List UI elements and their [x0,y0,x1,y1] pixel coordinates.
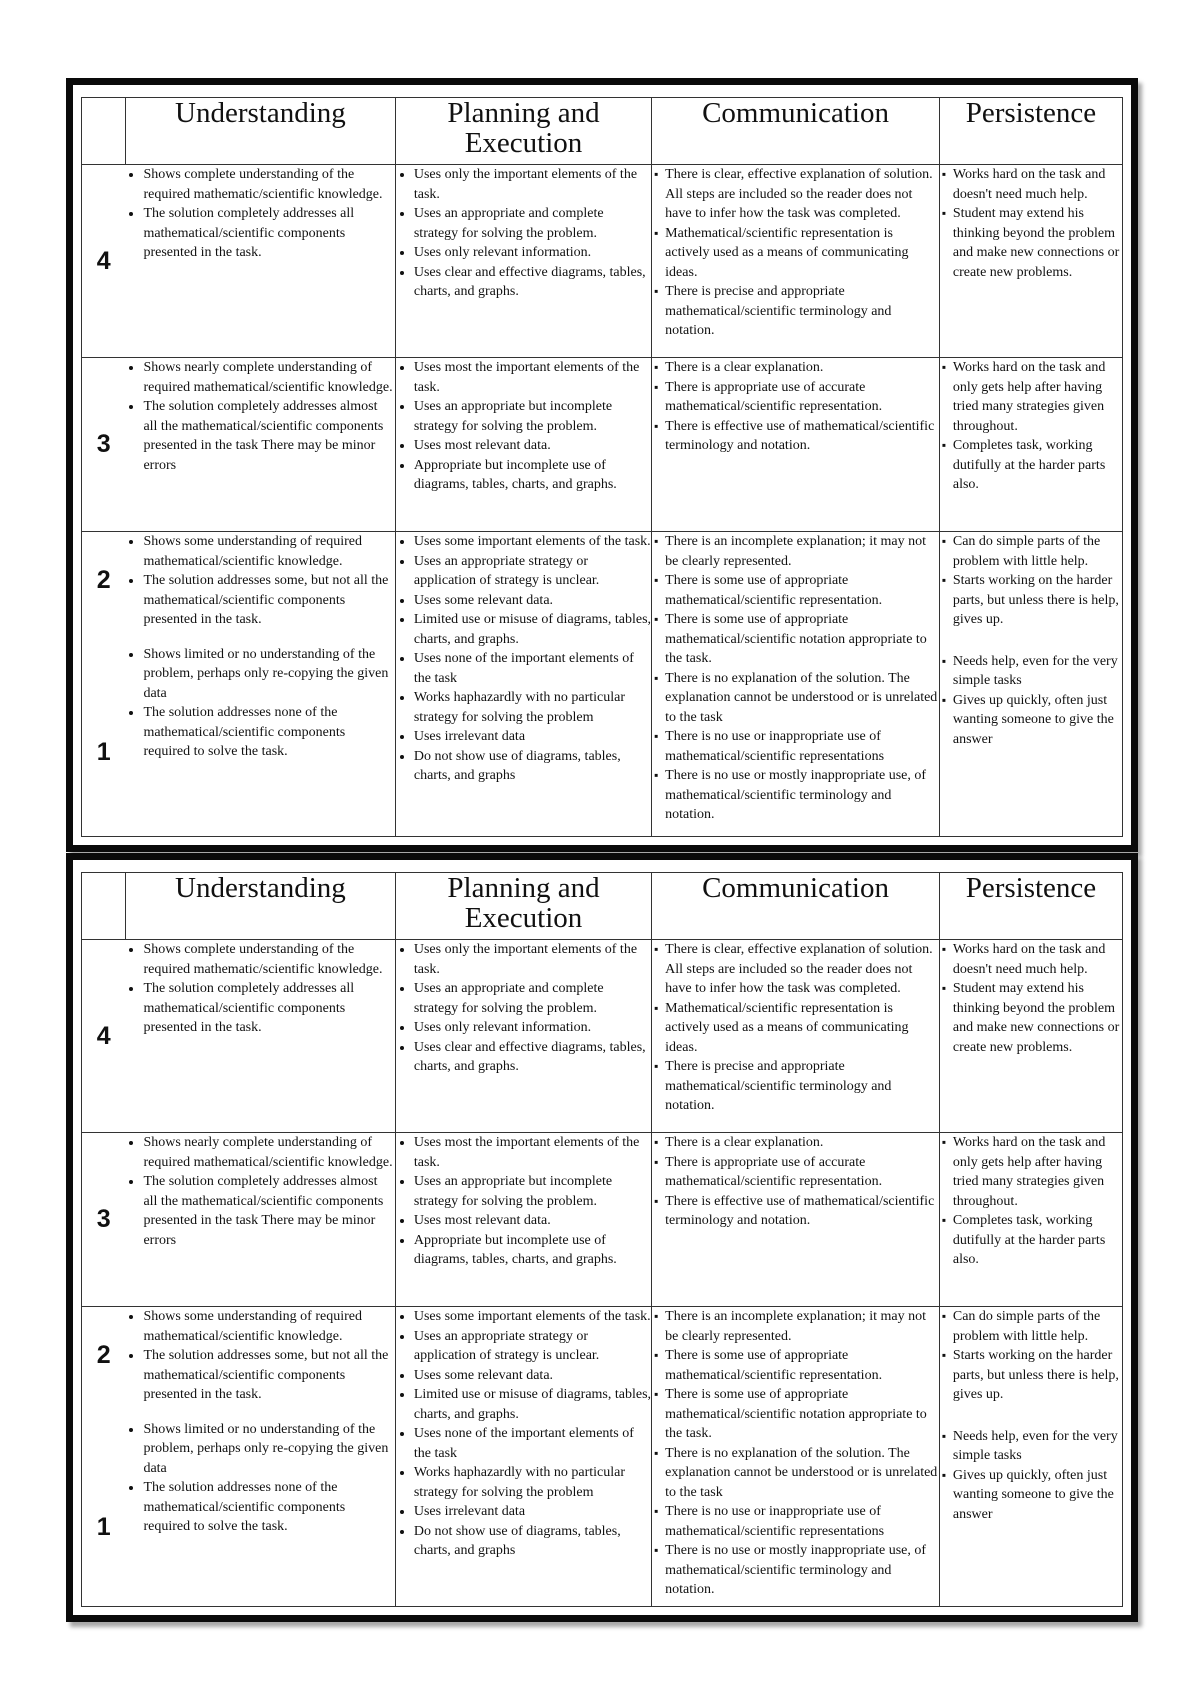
criterion-item: • The solution completely addresses all mathematical/scientific components presented in the task. [143,979,394,1038]
criterion-item: • Shows nearly complete understanding of required mathematical/scientific knowledge. [143,358,394,397]
criterion-item: • The solution completely addresses almost all the mathematical/scientific components presented in the task There may be minor errors [143,1172,394,1250]
criterion-item: ▪ There is a clear explanation. [665,358,939,378]
score-label-group [82,1307,126,1607]
criterion-item: ▪ There is no explanation of the solution. The explanation cannot be understood or is unrelated to the task [665,1444,939,1503]
header-communication: Communication [652,873,940,940]
header-understanding: Understanding [125,873,395,940]
criterion-item: • The solution completely addresses almost all the mathematical/scientific components presented in the task There may be minor errors [143,397,394,475]
row-score-3 [82,358,1123,532]
cell-communication [652,1307,940,1607]
cell-planning [395,165,651,358]
criterion-item: • Uses some important elements of the task. [414,1307,651,1327]
criterion-item: • Uses only relevant information. [414,1018,651,1038]
score-label-1: 1 [96,1513,111,1541]
row-score-2-1 [82,532,1123,837]
criterion-item: • Uses only relevant information. [414,243,651,263]
criterion-item: • Limited use or misuse of diagrams, tables, charts, and graphs. [414,1385,651,1424]
cell-understanding [125,358,395,532]
criterion-item: • The solution addresses some, but not all the mathematical/scientific components presented in the task. [143,1346,394,1405]
header-planning-text: Planning and Execution [447,872,600,935]
score-label: 3 [82,358,126,532]
criterion-item: • Uses none of the important elements of the task [414,1424,651,1463]
score-label-2: 2 [96,566,111,594]
criterion-item: ▪ Can do simple parts of the problem with little help. [953,532,1122,571]
row-score-4 [82,940,1123,1133]
criterion-item: ▪ There is some use of appropriate mathematical/scientific notation appropriate to the task. [665,1385,939,1444]
criterion-item: • Shows some understanding of required mathematical/scientific knowledge. [143,1307,394,1346]
criterion-item: • Shows limited or no understanding of the problem, perhaps only re-copying the given data [143,1420,394,1479]
criterion-item: • Appropriate but incomplete use of diagrams, tables, charts, and graphs. [414,1231,651,1270]
criterion-item: ▪ There is some use of appropriate mathematical/scientific representation. [665,1346,939,1385]
criterion-item: ▪ There is no explanation of the solution. The explanation cannot be understood or is unrelated to the task [665,669,939,728]
row-score-4 [82,165,1123,358]
criterion-item: ▪ There is an incomplete explanation; it may not be clearly represented. [665,532,939,571]
criterion-item: ▪ Needs help, even for the very simple tasks [953,652,1122,691]
criterion-item: ▪ Completes task, working dutifully at the harder parts also. [953,1211,1122,1270]
score-label-group [82,532,126,837]
score-header [82,873,126,940]
criterion-item: ▪ There is a clear explanation. [665,1133,939,1153]
row-score-3 [82,1133,1123,1307]
criterion-item: ▪ There is precise and appropriate mathematical/scientific terminology and notation. [665,1057,939,1116]
score-label: 3 [82,1133,126,1307]
header-planning-text: Planning and Execution [447,97,600,160]
criterion-item: ▪ There is some use of appropriate mathematical/scientific notation appropriate to the task. [665,610,939,669]
criterion-item: • Uses an appropriate but incomplete strategy for solving the problem. [414,397,651,436]
criterion-item: • Uses an appropriate and complete strategy for solving the problem. [414,979,651,1018]
criterion-item: ▪ There is appropriate use of accurate mathematical/scientific representation. [665,378,939,417]
criterion-item: ▪ Needs help, even for the very simple tasks [953,1427,1122,1466]
header-persistence: Persistence [939,98,1122,165]
criterion-item: • Uses clear and effective diagrams, tables, charts, and graphs. [414,1038,651,1077]
cell-persistence [939,940,1122,1133]
criterion-item: • Uses most the important elements of the task. [414,358,651,397]
rubric-table [81,97,1123,837]
score-header [82,98,126,165]
criterion-item: • Uses most relevant data. [414,436,651,456]
criterion-item: • Limited use or misuse of diagrams, tables, charts, and graphs. [414,610,651,649]
criterion-item: • Works haphazardly with no particular strategy for solving the problem [414,688,651,727]
rubric-card-bottom [66,853,1138,1622]
criterion-item: • The solution addresses none of the mathematical/scientific components required to solve the task. [143,1478,394,1537]
criterion-item: ▪ There is clear, effective explanation of solution. All steps are included so the reader does not have to infer how the task was completed. [665,165,939,224]
rubric-table [81,872,1123,1607]
criterion-item: ▪ Works hard on the task and doesn't need much help. [953,940,1122,979]
criterion-item: ▪ Gives up quickly, often just wanting someone to give the answer [953,691,1122,750]
cell-persistence [939,532,1122,837]
cell-persistence [939,358,1122,532]
header-row [82,873,1123,940]
criterion-item: ▪ Starts working on the harder parts, but unless there is help, gives up. [953,571,1122,630]
criterion-item: ▪ Completes task, working dutifully at the harder parts also. [953,436,1122,495]
header-persistence: Persistence [939,873,1122,940]
row-score-2-1 [82,1307,1123,1607]
cell-communication [652,1133,940,1307]
criterion-item: ▪ There is precise and appropriate mathematical/scientific terminology and notation. [665,282,939,341]
header-communication: Communication [652,98,940,165]
criterion-item: • Uses some relevant data. [414,591,651,611]
cell-planning [395,358,651,532]
criterion-item: • Uses some important elements of the task. [414,532,651,552]
header-row [82,98,1123,165]
criterion-item: • Uses most the important elements of the task. [414,1133,651,1172]
criterion-item: ▪ Works hard on the task and only gets help after having tried many strategies given throughout. [953,1133,1122,1211]
cell-planning [395,940,651,1133]
criterion-item: ▪ There is no use or mostly inappropriate use, of mathematical/scientific terminology and notation. [665,1541,939,1600]
criterion-item: • Uses clear and effective diagrams, tables, charts, and graphs. [414,263,651,302]
cell-persistence [939,1133,1122,1307]
score-label-1: 1 [96,738,111,766]
criterion-item: ▪ There is no use or inappropriate use of mathematical/scientific representations [665,727,939,766]
criterion-item: • Uses an appropriate but incomplete strategy for solving the problem. [414,1172,651,1211]
cell-understanding [125,1307,395,1607]
criterion-item: ▪ Student may extend his thinking beyond the problem and make new connections or create new problems. [953,979,1122,1057]
criterion-item: • Shows limited or no understanding of the problem, perhaps only re-copying the given data [143,645,394,704]
criterion-item: ▪ There is effective use of mathematical/scientific terminology and notation. [665,417,939,456]
criterion-item: ▪ Can do simple parts of the problem with little help. [953,1307,1122,1346]
cell-communication [652,358,940,532]
criterion-item: ▪ There is no use or mostly inappropriate use, of mathematical/scientific terminology and notation. [665,766,939,825]
cell-planning [395,1307,651,1607]
criterion-item: ▪ There is no use or inappropriate use of mathematical/scientific representations [665,1502,939,1541]
rubric-table-wrapper [81,97,1123,837]
criterion-item: • Uses an appropriate strategy or application of strategy is unclear. [414,552,651,591]
criterion-item: ▪ Gives up quickly, often just wanting someone to give the answer [953,1466,1122,1525]
cell-persistence [939,1307,1122,1607]
score-label-2: 2 [96,1341,111,1369]
cell-communication [652,940,940,1133]
criterion-item: ▪ Starts working on the harder parts, but unless there is help, gives up. [953,1346,1122,1405]
criterion-item: ▪ There is some use of appropriate mathematical/scientific representation. [665,571,939,610]
criterion-item: • Do not show use of diagrams, tables, charts, and graphs [414,747,651,786]
criterion-item: ▪ Mathematical/scientific representation is actively used as a means of communicating ideas. [665,224,939,283]
criterion-item: • Shows complete understanding of the required mathematic/scientific knowledge. [143,940,394,979]
cell-communication [652,532,940,837]
rubric-card-top [66,78,1138,852]
rubric-table-wrapper [81,872,1123,1607]
criterion-item: • Appropriate but incomplete use of diagrams, tables, charts, and graphs. [414,456,651,495]
header-planning [395,98,651,165]
cell-understanding [125,532,395,837]
criterion-item: • Uses none of the important elements of the task [414,649,651,688]
cell-planning [395,1133,651,1307]
criterion-item: ▪ Student may extend his thinking beyond the problem and make new connections or create new problems. [953,204,1122,282]
criterion-item: ▪ There is clear, effective explanation of solution. All steps are included so the reader does not have to infer how the task was completed. [665,940,939,999]
criterion-item: • Uses irrelevant data [414,727,651,747]
criterion-item: • Uses only the important elements of the task. [414,940,651,979]
header-planning [395,873,651,940]
score-label: 4 [82,165,126,358]
criterion-item: • Uses only the important elements of the task. [414,165,651,204]
criterion-item: • Shows nearly complete understanding of required mathematical/scientific knowledge. [143,1133,394,1172]
criterion-item: • Uses irrelevant data [414,1502,651,1522]
criterion-item: • The solution addresses some, but not all the mathematical/scientific components presented in the task. [143,571,394,630]
criterion-item: • Uses most relevant data. [414,1211,651,1231]
criterion-item: • The solution addresses none of the mathematical/scientific components required to solve the task. [143,703,394,762]
cell-planning [395,532,651,837]
criterion-item: • Uses some relevant data. [414,1366,651,1386]
criterion-item: ▪ Works hard on the task and only gets help after having tried many strategies given throughout. [953,358,1122,436]
cell-understanding [125,940,395,1133]
criterion-item: ▪ Works hard on the task and doesn't need much help. [953,165,1122,204]
criterion-item: • The solution completely addresses all mathematical/scientific components presented in the task. [143,204,394,263]
criterion-item: ▪ There is an incomplete explanation; it may not be clearly represented. [665,1307,939,1346]
cell-understanding [125,165,395,358]
criterion-item: ▪ Mathematical/scientific representation is actively used as a means of communicating ideas. [665,999,939,1058]
criterion-item: ▪ There is appropriate use of accurate mathematical/scientific representation. [665,1153,939,1192]
criterion-item: • Shows complete understanding of the required mathematic/scientific knowledge. [143,165,394,204]
criterion-item: • Uses an appropriate and complete strategy for solving the problem. [414,204,651,243]
criterion-item: • Do not show use of diagrams, tables, charts, and graphs [414,1522,651,1561]
criterion-item: • Uses an appropriate strategy or application of strategy is unclear. [414,1327,651,1366]
cell-understanding [125,1133,395,1307]
criterion-item: • Works haphazardly with no particular strategy for solving the problem [414,1463,651,1502]
cell-persistence [939,165,1122,358]
criterion-item: ▪ There is effective use of mathematical/scientific terminology and notation. [665,1192,939,1231]
cell-communication [652,165,940,358]
criterion-item: • Shows some understanding of required mathematical/scientific knowledge. [143,532,394,571]
header-understanding: Understanding [125,98,395,165]
score-label: 4 [82,940,126,1133]
